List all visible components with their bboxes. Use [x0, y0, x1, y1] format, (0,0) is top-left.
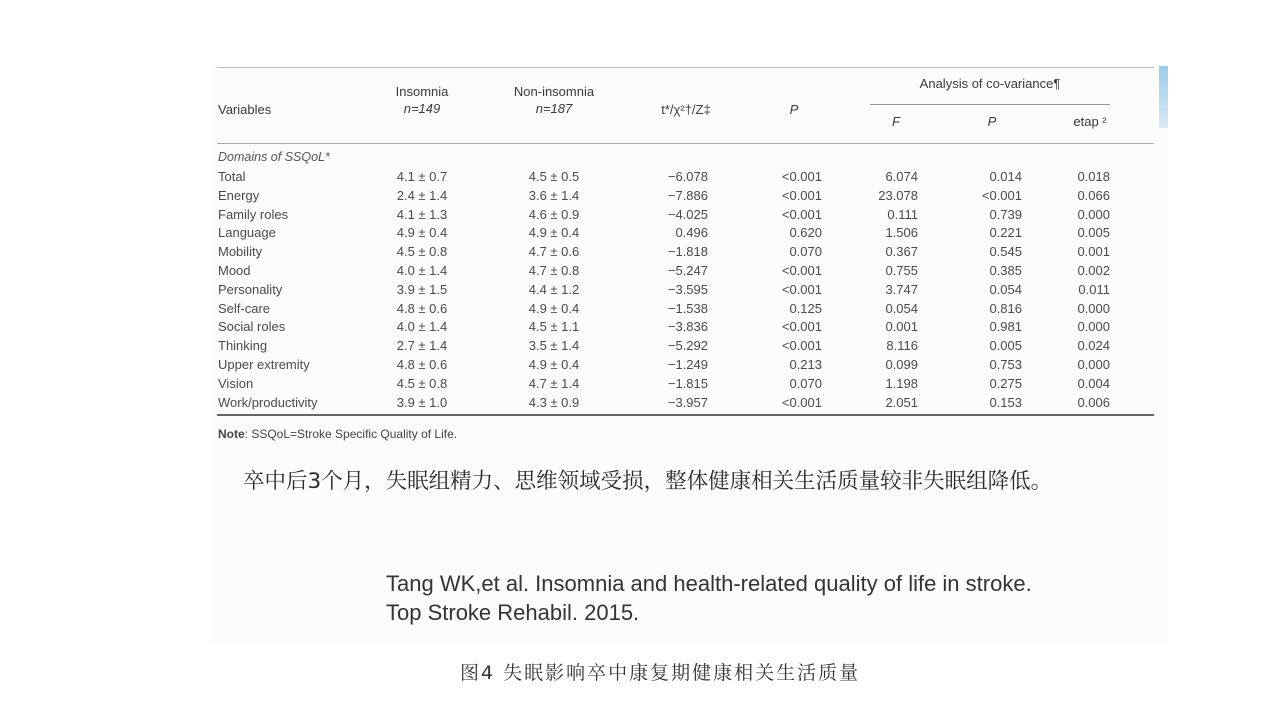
cell-p: <0.001 [781, 281, 822, 297]
header-variables: Variables [218, 102, 272, 117]
cell-insomnia: 4.5 ± 0.8 [396, 375, 448, 391]
header-p: P [789, 102, 799, 117]
cell-non-insomnia: 4.4 ± 1.2 [528, 281, 580, 297]
cell-insomnia: 3.9 ± 1.5 [396, 281, 448, 297]
cell-p: 0.070 [789, 375, 822, 391]
cell-p: 0.213 [789, 357, 822, 372]
table-top-rule [217, 67, 1154, 68]
cell-stat: −7.886 [667, 187, 708, 203]
cell-non-insomnia: 3.5 ± 1.4 [528, 338, 580, 354]
cell-ancova-p: 0.981 [989, 319, 1022, 335]
cell-ancova-p: 0.385 [989, 263, 1022, 278]
cell-ancova-p: 0.014 [989, 169, 1022, 184]
cell-non-insomnia: 4.7 ± 0.6 [528, 244, 580, 260]
header-non-insomnia-n: n=187 [535, 101, 573, 116]
cell-variable: Family roles [218, 206, 289, 222]
cell-eta: 0.000 [1077, 357, 1110, 372]
header-eta: etap ² [1073, 114, 1107, 129]
cell-ancova-p: <0.001 [981, 187, 1022, 203]
cell-insomnia: 4.1 ± 1.3 [396, 206, 448, 222]
cell-non-insomnia: 4.7 ± 0.8 [528, 263, 580, 278]
cell-eta: 0.002 [1077, 263, 1110, 278]
cell-non-insomnia: 4.3 ± 0.9 [528, 394, 580, 410]
cell-eta: 0.011 [1078, 281, 1110, 297]
cell-f: 1.198 [885, 375, 918, 391]
cell-p: <0.001 [781, 338, 822, 354]
cell-p: <0.001 [781, 263, 822, 278]
cell-variable: Mobility [218, 244, 263, 260]
cell-insomnia: 3.9 ± 1.0 [396, 394, 448, 410]
cell-eta: 0.000 [1077, 300, 1110, 316]
cell-ancova-p: 0.753 [989, 357, 1022, 372]
cell-stat: −4.025 [667, 206, 708, 222]
cell-insomnia: 4.9 ± 0.4 [396, 225, 448, 241]
cell-insomnia: 2.7 ± 1.4 [396, 338, 448, 354]
table-bottom-rule [217, 414, 1154, 416]
cell-f: 1.506 [885, 225, 918, 241]
cell-variable: Vision [218, 375, 254, 391]
cell-f: 0.099 [885, 357, 918, 372]
citation-line-1: Tang WK,et al. Insomnia and health-related quality of life in stroke. [386, 571, 1032, 596]
cell-p: <0.001 [781, 206, 822, 222]
citation-line-2: Top Stroke Rehabil. 2015. [386, 600, 640, 625]
header-bottom-rule [217, 143, 1154, 144]
cell-eta: 0.004 [1077, 375, 1110, 391]
cell-eta: 0.001 [1077, 244, 1110, 260]
cell-p: <0.001 [781, 394, 822, 410]
cell-stat: −3.957 [667, 394, 708, 410]
cell-variable: Social roles [218, 319, 286, 335]
cell-ancova-p: 0.221 [989, 225, 1022, 241]
cell-f: 0.111 [887, 206, 918, 222]
cell-eta: 0.000 [1077, 319, 1110, 335]
cell-f: 0.054 [885, 300, 918, 316]
cell-eta: 0.066 [1077, 187, 1110, 203]
accent-bar [1159, 66, 1168, 128]
header-insomnia: Insomnia [395, 84, 449, 99]
header-non-insomnia: Non-insomnia [513, 84, 595, 99]
cell-non-insomnia: 4.5 ± 0.5 [528, 169, 580, 184]
cell-ancova-p: 0.739 [989, 206, 1022, 222]
cell-non-insomnia: 4.9 ± 0.4 [528, 300, 580, 316]
cell-eta: 0.018 [1077, 169, 1110, 184]
cell-ancova-p: 0.275 [989, 375, 1022, 391]
cell-stat: 0.496 [675, 225, 708, 241]
cell-p: <0.001 [781, 319, 822, 335]
cell-f: 2.051 [885, 394, 918, 410]
note-label: Note [218, 427, 245, 441]
cell-p: 0.125 [789, 300, 822, 316]
header-f: F [892, 114, 900, 129]
cell-stat: −1.815 [667, 375, 708, 391]
cell-insomnia: 2.4 ± 1.4 [396, 187, 448, 203]
cell-stat: −3.595 [667, 281, 708, 297]
cell-eta: 0.006 [1077, 394, 1110, 410]
cell-insomnia: 4.8 ± 0.6 [396, 357, 448, 372]
cell-stat: −1.818 [667, 244, 708, 260]
cell-ancova-p: 0.153 [989, 394, 1022, 410]
table-note [218, 427, 457, 441]
cell-variable: Work/productivity [218, 394, 318, 410]
cell-insomnia: 4.1 ± 0.7 [396, 169, 448, 184]
cell-variable: Thinking [218, 338, 268, 354]
cell-non-insomnia: 4.5 ± 1.1 [528, 319, 580, 335]
ancova-underline [870, 104, 1110, 105]
header-ancova-p: P [987, 114, 997, 129]
cell-stat: −1.249 [667, 357, 708, 372]
cell-p: 0.620 [789, 225, 822, 241]
cell-variable: Language [218, 225, 276, 241]
cell-non-insomnia: 4.6 ± 0.9 [528, 206, 580, 222]
cell-non-insomnia: 3.6 ± 1.4 [528, 187, 580, 203]
cell-eta: 0.024 [1077, 338, 1110, 354]
cell-eta: 0.000 [1077, 206, 1110, 222]
cell-variable: Energy [218, 187, 260, 203]
cell-ancova-p: 0.545 [989, 244, 1022, 260]
cell-p: <0.001 [781, 169, 822, 184]
header-statistic: t*/χ²†/Z‡ [661, 102, 711, 117]
note-text: : SSQoL=Stroke Specific Quality of Life. [244, 427, 458, 441]
cell-stat: −5.247 [667, 263, 708, 278]
cell-ancova-p: 0.005 [989, 338, 1022, 354]
cell-stat: −1.538 [667, 300, 708, 316]
cell-stat: −5.292 [667, 338, 708, 354]
cell-insomnia: 4.8 ± 0.6 [396, 300, 448, 316]
cell-f: 0.367 [885, 244, 918, 260]
figure-caption: 图4 失眠影响卒中康复期健康相关生活质量 [460, 662, 861, 684]
cell-variable: Total [218, 169, 246, 184]
cell-f: 0.755 [885, 263, 918, 278]
cell-variable: Mood [218, 263, 251, 278]
cell-variable: Self-care [218, 300, 271, 316]
cell-variable: Personality [218, 281, 283, 297]
header-ancova: Analysis of co-variance¶ [919, 76, 1061, 91]
cell-non-insomnia: 4.7 ± 1.4 [528, 375, 580, 391]
cell-f: 6.074 [885, 169, 918, 184]
cell-eta: 0.005 [1077, 225, 1110, 241]
cell-f: 3.747 [885, 281, 918, 297]
cell-non-insomnia: 4.9 ± 0.4 [528, 357, 580, 372]
cell-f: 8.116 [886, 338, 918, 354]
cell-ancova-p: 0.054 [989, 281, 1022, 297]
cell-ancova-p: 0.816 [989, 300, 1022, 316]
cell-stat: −3.836 [667, 319, 708, 335]
header-insomnia-n: n=149 [403, 101, 441, 116]
section-label: Domains of SSQoL* [218, 150, 330, 164]
cell-non-insomnia: 4.9 ± 0.4 [528, 225, 580, 241]
chinese-caption: 卒中后3个月，失眠组精力、思维领域受损，整体健康相关生活质量较非失眠组降低。 [243, 469, 1053, 494]
cell-insomnia: 4.0 ± 1.4 [396, 263, 448, 278]
cell-f: 0.001 [885, 319, 918, 335]
cell-p: 0.070 [789, 244, 822, 260]
cell-f: 23.078 [878, 187, 918, 203]
cell-stat: −6.078 [667, 169, 708, 184]
cell-variable: Upper extremity [218, 357, 310, 372]
cell-insomnia: 4.0 ± 1.4 [396, 319, 448, 335]
cell-p: <0.001 [781, 187, 822, 203]
cell-insomnia: 4.5 ± 0.8 [396, 244, 448, 260]
